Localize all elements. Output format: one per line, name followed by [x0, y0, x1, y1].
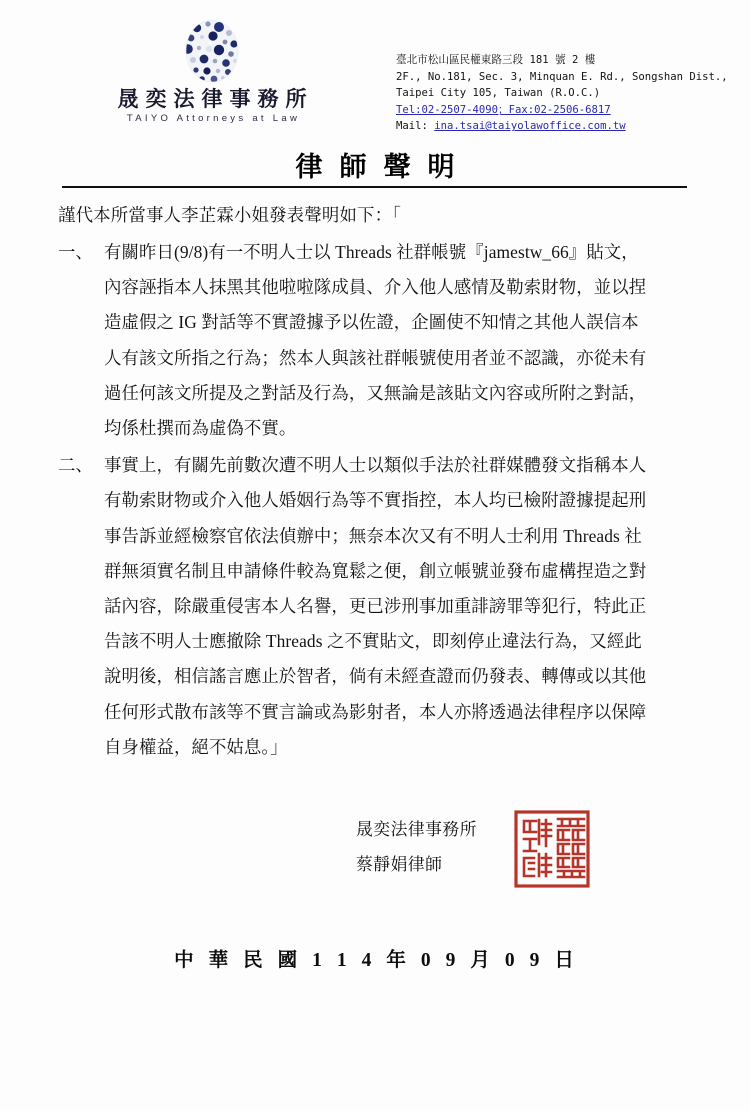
item-line: 有關昨日(9/8)有一不明人士以 Threads 社群帳號『jamestw_66』貼文， — [104, 242, 639, 262]
item-line: 任何形式散布該等不實言論或為影射者，本人亦將透過法律程序以保障 — [104, 701, 647, 722]
statement-item-1 — [0, 235, 750, 446]
item-body-1 — [104, 235, 750, 446]
date-char: 9 — [445, 950, 458, 971]
date-char: 日 — [554, 950, 576, 971]
date-char: 9 — [529, 950, 542, 971]
firm-name-zh: 晟奕法律事務所 — [117, 87, 314, 111]
item-line: 告該不明人士應撤除 Threads 之不實貼文，即刻停止違法行為，又經此 — [104, 631, 642, 652]
date-char: 0 — [504, 950, 517, 971]
mail-row — [396, 118, 728, 135]
date-char: 國 — [277, 950, 300, 971]
contact-block — [396, 52, 728, 135]
signature-firm: 晟奕法律事務所 — [356, 820, 477, 839]
item-line: 說明後，相信謠言應止於智者，倘有未經查證而仍發表、轉傳或以其他 — [104, 666, 647, 687]
address-zh: 臺北市松山區民權東路三段 181 號 2 樓 — [396, 54, 596, 66]
date-char: 中 — [174, 950, 196, 971]
item-marker-2: 二、 — [58, 455, 93, 476]
tel-fax-link[interactable] — [396, 102, 728, 119]
date-char: 民 — [243, 950, 265, 971]
tel-fax-text: Tel:02-2507-4090；Fax:02-2506-6817 — [396, 103, 611, 116]
statement-lead: 謹代本所當事人李芷霖小姐發表聲明如下：「 — [58, 205, 402, 225]
item-line: 造虛假之 IG 對話等不實證據予以佐證，企圖使不知情之其他人誤信本 — [104, 312, 639, 333]
date-char: 年 — [386, 950, 408, 971]
statement-item-2 — [0, 448, 750, 765]
date-char: 1 — [336, 950, 349, 971]
mail-address-link[interactable]: ina.tsai@taiyolawoffice.com.tw — [434, 120, 626, 133]
signature-attorney: 蔡靜娟律師 — [356, 855, 443, 874]
sphere-dots-logo-icon — [175, 16, 249, 86]
date-line — [0, 944, 750, 972]
item-line: 話內容，除嚴重侵害本人名譽，更已涉刑事加重誹謗罪等犯行，特此正 — [104, 596, 647, 617]
attorney-seal-stamp-icon — [512, 808, 592, 890]
title-divider — [62, 186, 687, 188]
item-line: 人有該文所指之行為；然本人與該社群帳號使用者並不認識，亦從未有 — [104, 347, 647, 368]
date-char: 1 — [312, 950, 324, 971]
letterhead — [0, 14, 750, 134]
item-line: 均係杜撰而為虛偽不實。 — [104, 418, 297, 439]
date-char: 月 — [470, 950, 492, 971]
item-line: 事實上，有關先前數次遭不明人士以類似手法於社群媒體發文指稱本人 — [104, 455, 647, 476]
date-char: 4 — [361, 950, 374, 971]
date-char: 華 — [208, 950, 231, 971]
date-char: 0 — [420, 950, 433, 971]
document-body — [0, 198, 750, 765]
firm-name-en: TAIYO Attorneys at Law — [126, 113, 301, 125]
address-en-line2: Taipei City 105, Taiwan (R.O.C.) — [396, 87, 601, 100]
item-line: 群無須實名制且申請條件較為寬鬆之便，創立帳號並發布虛構捏造之對 — [104, 560, 647, 581]
item-line: 過任何該文所提及之對話及行為，又無論是該貼文內容或所附之對話， — [104, 382, 647, 403]
item-body-2 — [104, 448, 750, 765]
item-marker-1: 一、 — [58, 242, 93, 262]
firm-logo-block — [92, 16, 332, 124]
address-en-line1: 2F., No.181, Sec. 3, Minquan E. Rd., Songshan Dist., — [396, 70, 728, 83]
item-line: 自身權益，絕不姑息。」 — [104, 736, 288, 757]
item-line: 事告訴並經檢察官依法偵辦中；無奈本次又有不明人士利用 Threads 社 — [104, 525, 642, 546]
item-line: 內容誣指本人抹黑其他啦啦隊成員、介入他人感情及勒索財物，並以捏 — [104, 277, 647, 298]
item-line: 有勒索財物或介入他人婚姻行為等不實指控，本人均已檢附證據提起刑 — [104, 490, 647, 511]
page-title: 律師聲明 — [295, 152, 472, 182]
mail-label: Mail: — [396, 120, 428, 133]
